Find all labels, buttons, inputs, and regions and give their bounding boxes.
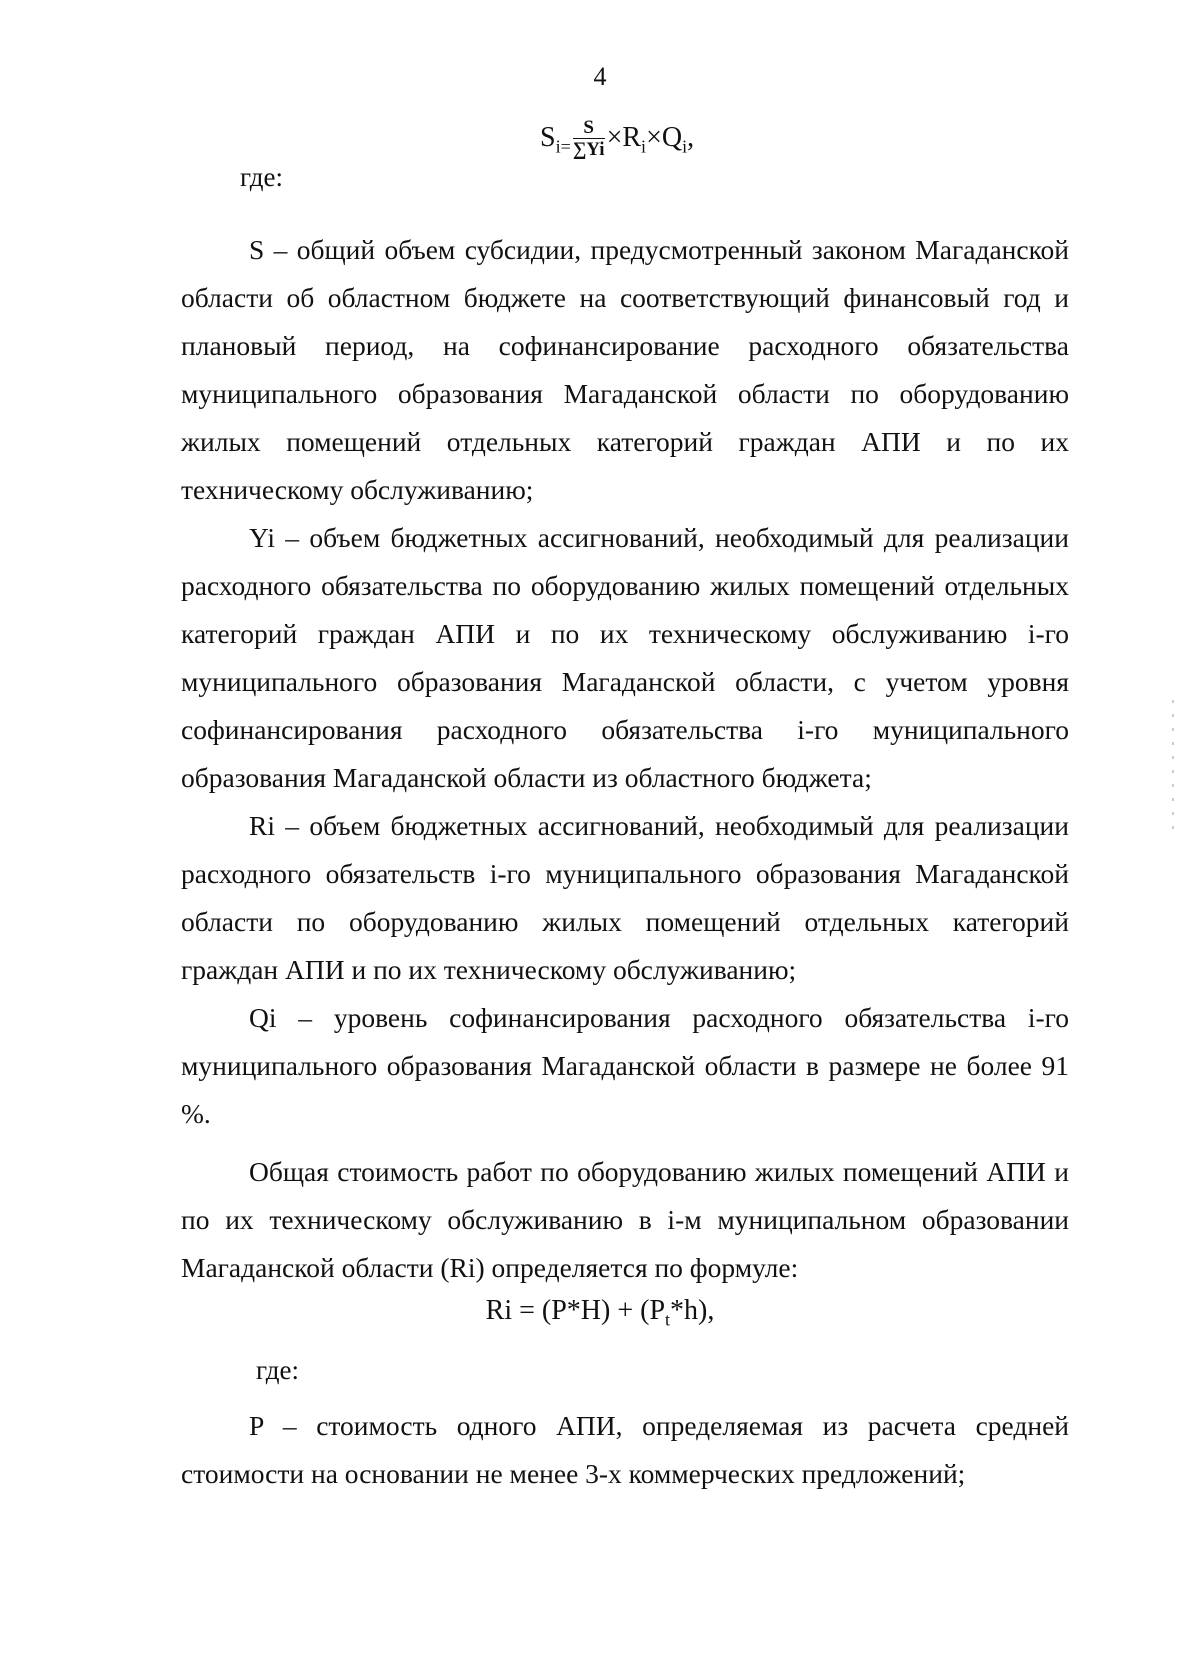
formula-term-q-sub: i [682,136,688,157]
subsidy-formula [540,118,694,161]
formula-lhs: S [540,121,556,153]
fraction-denominator: ∑Yi [572,139,605,160]
ri-formula-part1: Ri = (P*H) + (P [485,1295,666,1326]
ri-formula-sub: t [665,1309,671,1330]
where-label-2: где: [256,1355,299,1385]
definition-yi: Yi – объем бюджетных ассигнований, необходимый для реализации расходного обязательства по оборудованию жилых помещений отдельных категорий граждан АПИ и по их техническому обслуживанию i-го муниципального образования Магаданской области, с учетом уровня софинансирования расходного обязательства i-го муниципального образования Магаданской области из областного бюджета; [181,522,1069,793]
ri-formula [0,1295,1200,1331]
definitions-block-1 [181,226,1069,1292]
where-label-1: где: [240,162,283,192]
page-number: 4 [593,62,607,91]
definitions-block-2 [181,1402,1069,1498]
scan-margin-marks [1172,700,1174,840]
definition-s: S – общий объем субсидии, предусмотренный законом Магаданской области об областном бюджете на соответствующий финансовый год и плановый период, на софинансирование расходного обязательства муниципального образования Магаданской области по оборудованию жилых помещений отдельных категорий граждан АПИ и по их техническому обслуживанию; [181,234,1069,505]
fraction-numerator: S [573,118,605,139]
formula-term-q: ×Q [646,121,683,153]
formula-tail: , [687,121,695,153]
definition-qi: Qi – уровень софинансирования расходного обязательства i-го муниципального образования Магаданской области в размере не более 91 %. [181,1002,1069,1129]
definition-ri: Ri – объем бюджетных ассигнований, необходимый для реализации расходного обязательств i-го муниципального образования Магаданской области по оборудованию жилых помещений отдельных категорий граждан АПИ и по их техническому обслуживанию; [181,810,1069,985]
formula-lhs-sub: i= [555,136,571,157]
definition-p: P – стоимость одного АПИ, определяемая из расчета средней стоимости на основании не менее 3-х коммерческих предложений; [181,1410,1069,1489]
formula-term-r: ×R [606,121,642,153]
ri-formula-part2: *h), [670,1295,715,1326]
total-cost-paragraph: Общая стоимость работ по оборудованию жилых помещений АПИ и по их техническому обслуживанию в i-м муниципальном образовании Магаданской области (Ri) определяется по формуле: [181,1156,1069,1283]
formula-fraction [573,118,605,161]
formula-term-r-sub: i [641,136,647,157]
